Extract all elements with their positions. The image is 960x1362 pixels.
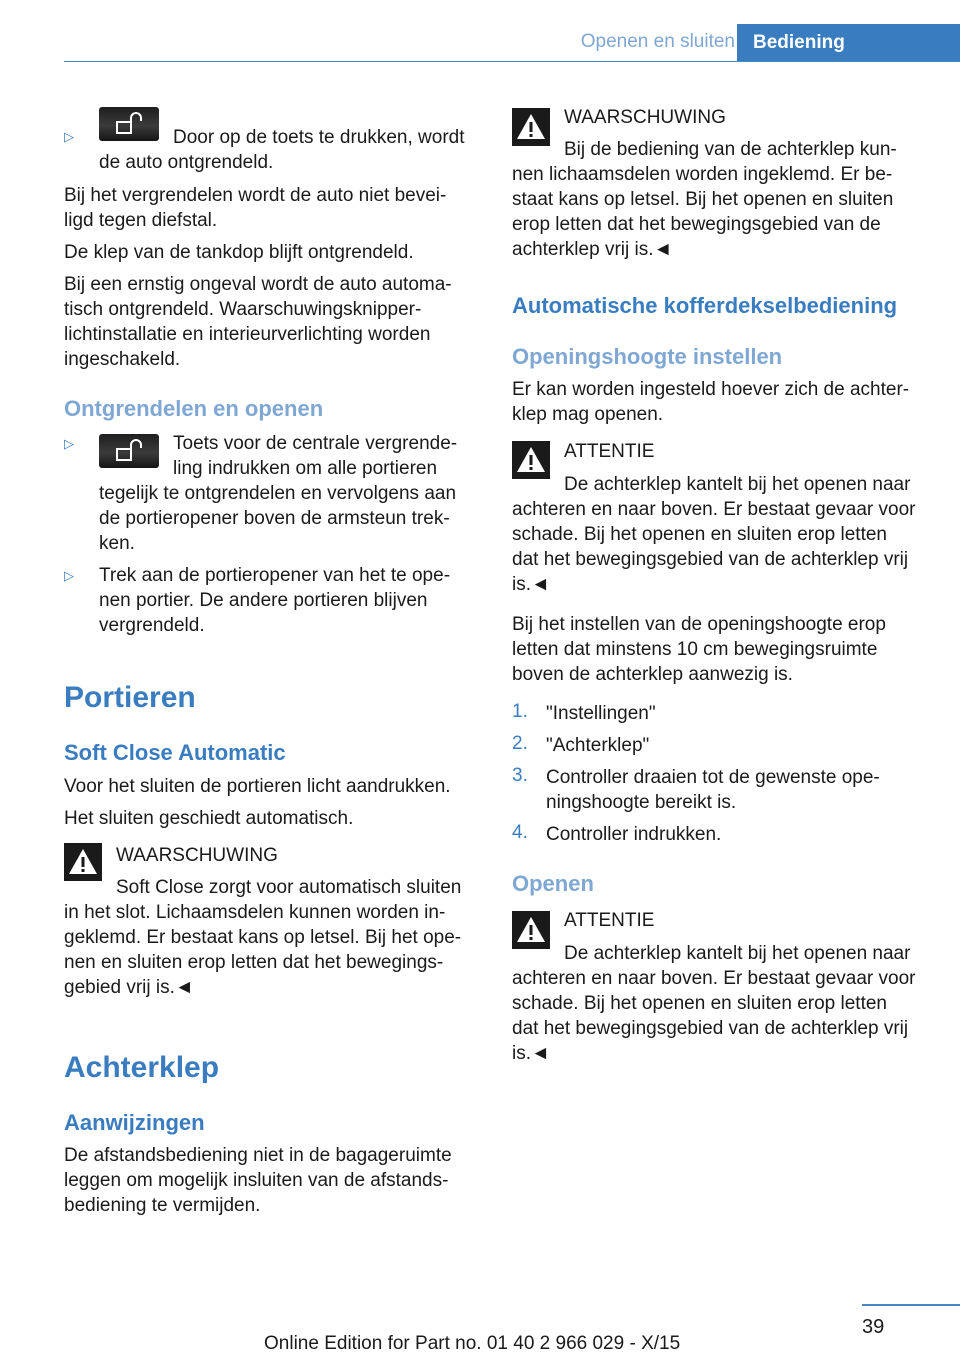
attention-title: ATTENTIE	[564, 441, 655, 462]
heading-ontgrendelen: Ontgrendelen en openen	[64, 396, 324, 421]
bullet1-text: Door op de toets te drukken, wordt	[173, 127, 465, 148]
warning-title: WAARSCHUWING	[564, 107, 726, 128]
warning-text: nen lichaamsdelen worden ingeklemd. Er be-	[512, 164, 893, 185]
footer-edition: Online Edition for Part no. 01 40 2 966 029 - X/15	[264, 1333, 681, 1354]
warning-text: achterklep vrij is.◄	[512, 239, 673, 260]
warning-text: Bij de bediening van de achterklep kun-	[564, 139, 897, 160]
header-rule	[64, 61, 960, 62]
paragraph: Voor het sluiten de portieren licht aandrukken.	[64, 776, 451, 797]
paragraph: Bij het instellen van de openingshoogte erop	[512, 614, 886, 635]
running-header-section: Openen en sluiten	[580, 31, 735, 52]
step-text: "Achterklep"	[546, 735, 650, 756]
warning-text: gebied vrij is.◄	[64, 977, 194, 998]
heading-soft-close: Soft Close Automatic	[64, 740, 286, 765]
heading-portieren: Portieren	[64, 681, 196, 714]
step-text: "Instellingen"	[546, 703, 656, 724]
paragraph: lichtinstallatie en interieurverlichting worden	[64, 324, 431, 345]
attention-text: De achterklep kantelt bij het openen naar	[564, 474, 911, 495]
attention-text: dat het bewegingsgebied van de achterklep vrij	[512, 549, 909, 570]
warning-triangle-icon	[512, 108, 550, 146]
paragraph: ligd tegen diefstal.	[64, 210, 218, 231]
heading-openen: Openen	[512, 871, 594, 896]
warning-text: geklemd. Er bestaat kans op letsel. Bij het ope-	[64, 927, 462, 948]
bullet1-cont: de auto ontgrendeld.	[99, 152, 274, 173]
paragraph: Het sluiten geschiedt automatisch.	[64, 808, 354, 829]
step-number: 1.	[512, 701, 528, 722]
heading-openingshoogte: Openingshoogte instellen	[512, 344, 783, 369]
paragraph: ingeschakeld.	[64, 349, 181, 370]
paragraph: tisch ontgrendeld. Waarschuwingsknipper-	[64, 299, 422, 320]
warning-text: in het slot. Lichaamsdelen kunnen worden in-	[64, 902, 446, 923]
heading-aanwijzingen: Aanwijzingen	[64, 1110, 205, 1135]
list-item: ken.	[99, 533, 135, 554]
list-item: ling indrukken om alle portieren	[173, 458, 438, 479]
attention-text: is.◄	[512, 574, 550, 595]
paragraph: De afstandsbediening niet in de bagageruimte	[64, 1145, 452, 1166]
warning-text: Soft Close zorgt voor automatisch sluiten	[116, 877, 462, 898]
triangle-right-icon: ▷	[64, 568, 74, 583]
footer-rule	[862, 1304, 960, 1306]
attention-title: ATTENTIE	[564, 910, 655, 931]
running-header-tab: Bediening	[737, 24, 960, 61]
step-text: Controller indrukken.	[546, 824, 722, 845]
paragraph: leggen om mogelijk insluiten van de afstands-	[64, 1170, 449, 1191]
step-text: Controller draaien tot de gewenste ope-	[546, 767, 880, 788]
heading-automatische: Automatische kofferdekselbediening	[512, 293, 898, 318]
paragraph: Bij het vergrendelen wordt de auto niet bevei-	[64, 185, 447, 206]
step-number: 2.	[512, 733, 528, 754]
list-item: Toets voor de centrale vergrende-	[173, 433, 458, 454]
attention-text: schade. Bij het openen en sluiten erop letten	[512, 524, 887, 545]
list-item: vergrendeld.	[99, 615, 205, 636]
warning-triangle-icon	[64, 843, 102, 881]
paragraph: boven de achterklep aanwezig is.	[512, 664, 793, 685]
step-number: 4.	[512, 822, 528, 843]
triangle-right-icon: ▷	[64, 436, 74, 451]
attention-text: achteren en naar boven. Er bestaat gevaar voor	[512, 499, 916, 520]
warning-text: staat kans op letsel. Bij het openen en sluiten	[512, 189, 894, 210]
paragraph: Er kan worden ingesteld hoever zich de achter-	[512, 379, 910, 400]
paragraph: klep mag openen.	[512, 404, 664, 425]
step-text: ningshoogte bereikt is.	[546, 792, 737, 813]
list-item: tegelijk te ontgrendelen en vervolgens aan	[99, 483, 457, 504]
warning-triangle-icon	[512, 441, 550, 479]
warning-text: nen en sluiten erop letten dat het bewegings-	[64, 952, 444, 973]
paragraph: De klep van de tankdop blijft ontgrendeld.	[64, 242, 414, 263]
attention-text: De achterklep kantelt bij het openen naar	[564, 943, 911, 964]
page-number: 39	[862, 1316, 885, 1338]
heading-achterklep: Achterklep	[64, 1051, 220, 1084]
unlock-icon	[99, 434, 159, 468]
list-item: Trek aan de portieropener van het te ope-	[99, 565, 451, 586]
warning-text: erop letten dat het bewegingsgebied van de	[512, 214, 881, 235]
paragraph: letten dat minstens 10 cm bewegingsruimte	[512, 639, 878, 660]
unlock-icon	[99, 107, 159, 141]
attention-text: dat het bewegingsgebied van de achterklep vrij	[512, 1018, 909, 1039]
list-item: de portieropener boven de armsteun trek-	[99, 508, 450, 529]
attention-text: schade. Bij het openen en sluiten erop letten	[512, 993, 887, 1014]
attention-text: achteren en naar boven. Er bestaat gevaar voor	[512, 968, 916, 989]
list-item: nen portier. De andere portieren blijven	[99, 590, 428, 611]
warning-title: WAARSCHUWING	[116, 845, 278, 866]
paragraph: bediening te vermijden.	[64, 1195, 261, 1216]
warning-triangle-icon	[512, 911, 550, 949]
step-number: 3.	[512, 765, 528, 786]
triangle-right-icon: ▷	[64, 129, 74, 144]
attention-text: is.◄	[512, 1043, 550, 1064]
paragraph: Bij een ernstig ongeval wordt de auto automa-	[64, 274, 452, 295]
